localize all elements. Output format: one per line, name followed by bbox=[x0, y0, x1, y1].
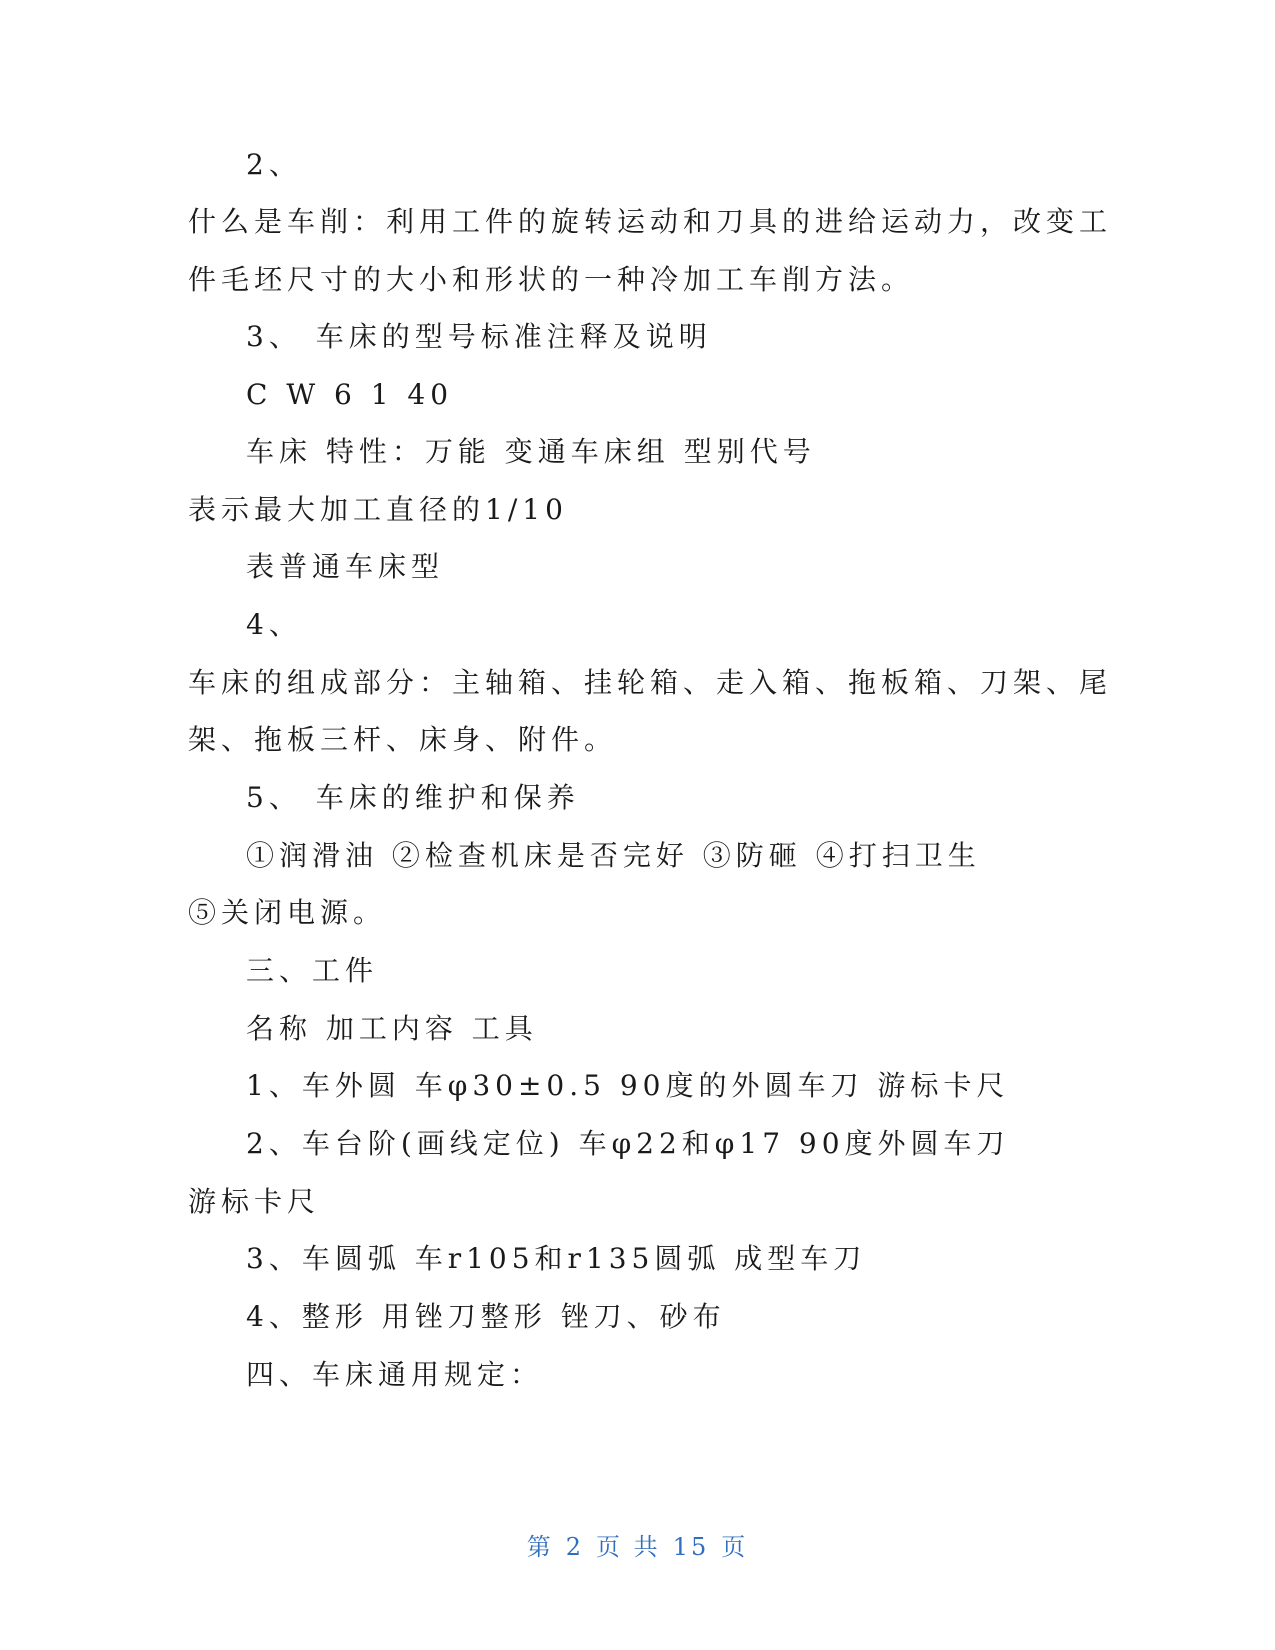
text-line-components: 车床的组成部分：主轴箱、挂轮箱、走入箱、拖板箱、刀架、尾 bbox=[188, 666, 1113, 699]
text-line-model-code: C W 6 1 40 bbox=[246, 378, 454, 411]
page-footer bbox=[0, 1532, 1275, 1562]
text-line-lathe-type: 表普通车床型 bbox=[246, 550, 445, 583]
text-line-item-4: 4、 bbox=[246, 608, 302, 641]
text-line-rules-heading: 四、车床通用规定： bbox=[246, 1358, 544, 1391]
text-line-maintenance-steps: ①润滑油 ②检查机床是否完好 ③防砸 ④打扫卫生 bbox=[246, 839, 981, 872]
text-line-max-diameter: 表示最大加工直径的1/10 bbox=[188, 493, 568, 526]
text-line-step-2-cont: 游标卡尺 bbox=[188, 1185, 321, 1218]
text-line-step-2: 2、车台阶(画线定位) 车φ22和φ17 90度外圆车刀 bbox=[246, 1127, 1010, 1160]
text-line-turning-definition-cont: 件毛坯尺寸的大小和形状的一种冷加工车削方法。 bbox=[188, 263, 915, 296]
footer-prefix: 第 bbox=[526, 1533, 554, 1561]
text-line-model-meaning: 车床 特性：万能 变通车床组 型别代号 bbox=[246, 435, 816, 468]
text-line-turning-definition: 什么是车削：利用工件的旋转运动和刀具的进给运动力，改变工 bbox=[188, 205, 1113, 238]
text-line-step-4: 4、整形 用锉刀整形 锉刀、砂布 bbox=[246, 1300, 726, 1333]
text-line-workpiece-heading: 三、工件 bbox=[246, 954, 379, 987]
footer-page-number: 2 bbox=[565, 1533, 585, 1561]
text-line-step-1: 1、车外圆 车φ30±0.5 90度的外圆车刀 游标卡尺 bbox=[246, 1069, 1010, 1102]
text-line-table-header: 名称 加工内容 工具 bbox=[246, 1012, 538, 1045]
footer-middle: 页 共 bbox=[596, 1533, 661, 1561]
text-line-step-3: 3、车圆弧 车r105和r135圆弧 成型车刀 bbox=[246, 1242, 867, 1275]
footer-suffix: 页 bbox=[721, 1533, 749, 1561]
text-line-maintenance-steps-cont: ⑤关闭电源。 bbox=[188, 896, 387, 929]
text-line-model-heading: 3、 车床的型号标准注释及说明 bbox=[246, 320, 712, 353]
text-line-item-2: 2、 bbox=[246, 148, 302, 181]
text-line-maintenance-heading: 5、 车床的维护和保养 bbox=[246, 781, 580, 814]
text-line-components-cont: 架、拖板三杆、床身、附件。 bbox=[188, 723, 618, 756]
footer-total-pages: 15 bbox=[672, 1533, 710, 1561]
